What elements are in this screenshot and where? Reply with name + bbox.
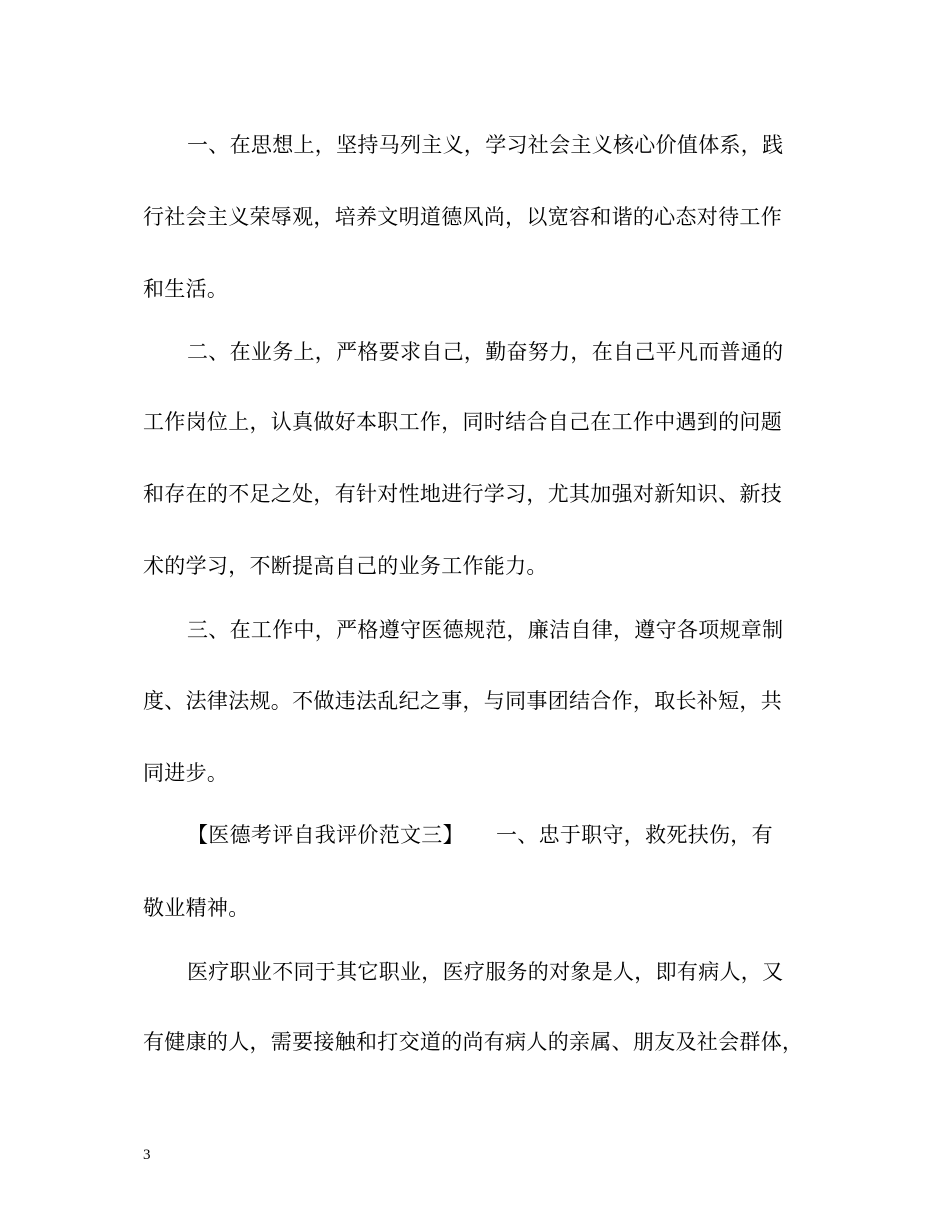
page-number: 3 xyxy=(143,1147,151,1163)
text-line: 同进步。 xyxy=(143,761,229,785)
text-line: 和存在的不足之处，有针对性地进行学习，尤其加强对新知识、新技 xyxy=(143,482,782,506)
text-line: 和生活。 xyxy=(143,277,229,301)
text-line: 度、法律法规。不做违法乱纪之事，与同事团结合作，取长补短，共 xyxy=(143,689,782,713)
text-line: 医疗职业不同于其它职业，医疗服务的对象是人，即有病人，又 xyxy=(187,960,784,984)
text-line: 术的学习，不断提高自己的业务工作能力。 xyxy=(143,554,548,578)
text-line: 一、在思想上，坚持马列主义，学习社会主义核心价值体系，践 xyxy=(187,133,784,157)
text-line: 工作岗位上，认真做好本职工作，同时结合自己在工作中遇到的问题 xyxy=(143,410,782,434)
text-line: 三、在工作中，严格遵守医德规范，廉洁自律，遵守各项规章制 xyxy=(187,618,784,642)
text-line: 有健康的人，需要接触和打交道的尚有病人的亲属、朋友及社会群体， xyxy=(143,1030,804,1054)
text-line: 行社会主义荣辱观，培养文明道德风尚，以宽容和谐的心态对待工作 xyxy=(143,205,782,229)
text-line: 敬业精神。 xyxy=(143,896,250,920)
section-heading-line: 【医德考评自我评价范文三】 一、忠于职守，救死扶伤，有 xyxy=(187,823,773,847)
text-line: 二、在业务上，严格要求自己，勤奋努力，在自己平凡而普通的 xyxy=(187,340,784,364)
